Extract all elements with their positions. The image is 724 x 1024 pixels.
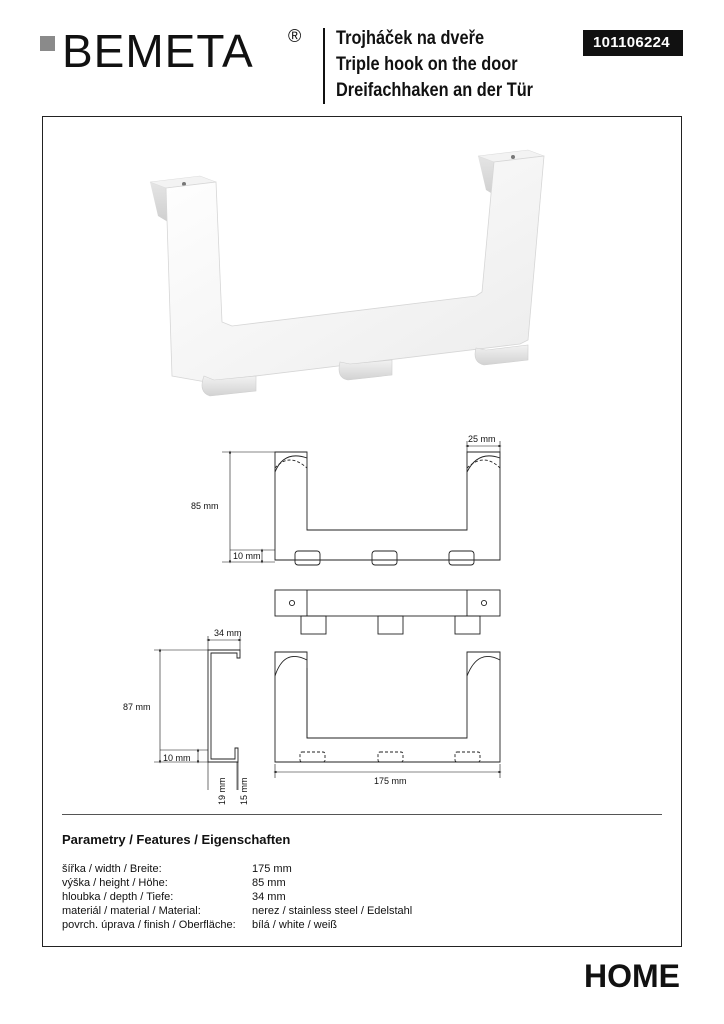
spec-row-material	[62, 904, 662, 918]
front-view-dimensions	[222, 441, 500, 562]
product-illustration	[150, 150, 544, 396]
spec-row-finish	[62, 918, 662, 932]
dim-hook-height-front: 10 mm	[233, 551, 261, 561]
spec-value: 175 mm	[252, 863, 292, 875]
dim-height-front: 85 mm	[191, 501, 219, 511]
spec-label: šířka / width / Breite:	[62, 863, 162, 875]
spec-label: výška / height / Höhe:	[62, 877, 168, 889]
spec-row-depth	[62, 890, 662, 904]
spec-label: hloubka / depth / Tiefe:	[62, 891, 174, 903]
dim-bottom-a: 19 mm	[217, 777, 227, 805]
top-view-drawing	[275, 590, 500, 634]
spec-row-width	[62, 862, 662, 876]
spec-value: 85 mm	[252, 877, 286, 889]
dim-depth: 34 mm	[214, 628, 242, 638]
title-english: Triple hook on the door	[336, 54, 518, 75]
side-view-dimensions	[154, 636, 240, 790]
category-label: HOME	[584, 958, 680, 994]
specs-table	[62, 862, 662, 932]
side-view-drawing	[208, 650, 240, 762]
specs-title: Parametry / Features / Eigenschaften	[62, 832, 291, 847]
specs-divider	[62, 814, 662, 815]
dim-total-width: 175 mm	[374, 776, 407, 786]
spec-label: povrch. úprava / finish / Oberfläche:	[62, 919, 236, 931]
dim-hook-height-side: 10 mm	[163, 753, 191, 763]
dim-bottom-b: 15 mm	[239, 777, 249, 805]
title-german: Dreifachhaken an der Tür	[336, 80, 534, 101]
dim-height-side: 87 mm	[123, 702, 151, 712]
front-view-drawing	[275, 452, 500, 565]
product-code-badge: 101106224	[583, 30, 683, 56]
spec-row-height	[62, 876, 662, 890]
back-view-drawing	[275, 652, 500, 762]
spec-value: bílá / white / weiß	[252, 919, 337, 931]
title-czech: Trojháček na dveře	[336, 28, 485, 49]
logo-wordmark: BEMETA	[62, 25, 254, 77]
dim-top-width: 25 mm	[468, 434, 496, 444]
spec-label: materiál / material / Material:	[62, 905, 201, 917]
registered-mark: ®	[288, 26, 302, 46]
spec-value: nerez / stainless steel / Edelstahl	[252, 905, 413, 917]
spec-value: 34 mm	[252, 891, 286, 903]
